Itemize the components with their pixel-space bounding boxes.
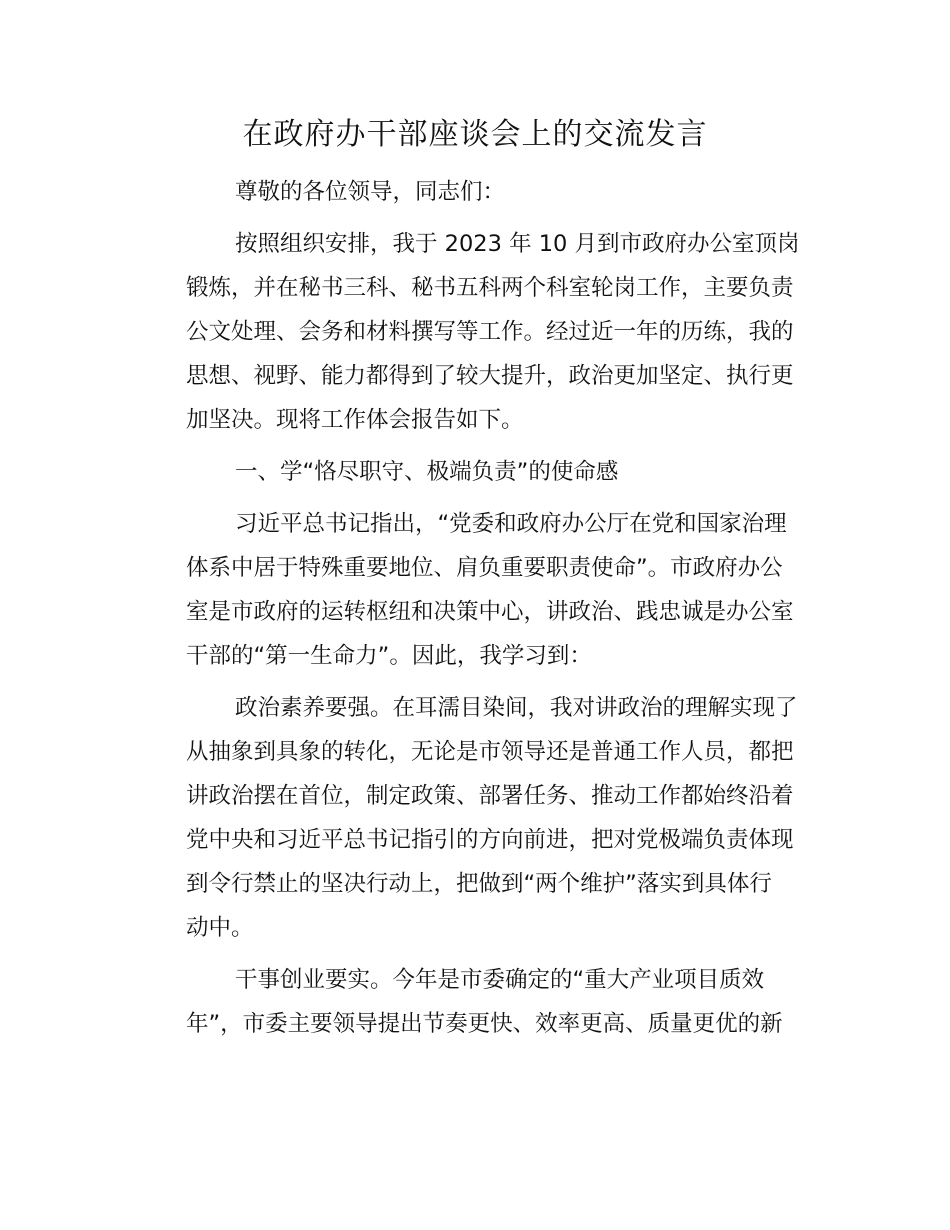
- text-line: 党中央和习近平总书记指引的方向前进，把对党极端负责体现: [186, 827, 794, 853]
- text-line: 体系中居于特殊重要地位、肩负重要职责使命”。市政府办公: [186, 555, 783, 581]
- text-line: 室是市政府的运转枢纽和决策中心，讲政治、践忠诚是办公室: [186, 599, 794, 625]
- text-line: 到令行禁止的坚决行动上，把做到“两个维护”落实到具体行: [186, 871, 772, 897]
- text-line: 政治素养要强。在耳濡目染间，我对讲政治的理解实现了: [235, 695, 798, 721]
- intro-paragraph: [141, 222, 811, 442]
- text-line: 讲政治摆在首位，制定政策、部署任务、推动工作都始终沿着: [186, 783, 794, 809]
- text-line: 干事创业要实。今年是市委确定的“重大产业项目质效: [235, 967, 765, 993]
- section-heading: [141, 450, 811, 494]
- work-paragraph: [141, 958, 811, 1046]
- text-line: 尊敬的各位领导，同志们：: [235, 179, 506, 205]
- quote-paragraph: [141, 502, 811, 678]
- text-line: 年”，市委主要领导提出节奏更快、效率更高、质量更优的新: [186, 1011, 783, 1037]
- document-body: [141, 170, 811, 1054]
- text-line: 锻炼，并在秘书三科、秘书五科两个科室轮岗工作，主要负责: [186, 275, 794, 301]
- text-line: 一、学“恪尽职守、极端负责”的使命感: [235, 459, 619, 485]
- document-title: 在政府办干部座谈会上的交流发言: [242, 117, 708, 152]
- text-line: 思想、视野、能力都得到了较大提升，政治更加坚定、执行更: [186, 363, 794, 389]
- text-line: 加坚决。现将工作体会报告如下。: [186, 407, 524, 433]
- salutation-paragraph: [141, 170, 811, 214]
- text-line: 动中。: [186, 915, 254, 941]
- text-line: 公文处理、会务和材料撰写等工作。经过近一年的历练，我的: [186, 319, 794, 345]
- text-line: 按照组织安排，我于 2023 年 10 月到市政府办公室顶岗: [235, 231, 800, 257]
- text-line: 干部的“第一生命力”。因此，我学习到：: [186, 643, 592, 669]
- political-literacy-paragraph: [141, 686, 811, 950]
- text-line: 习近平总书记指出，“党委和政府办公厅在党和国家治理: [235, 511, 787, 537]
- text-line: 从抽象到具象的转化，无论是市领导还是普通工作人员，都把: [186, 739, 794, 765]
